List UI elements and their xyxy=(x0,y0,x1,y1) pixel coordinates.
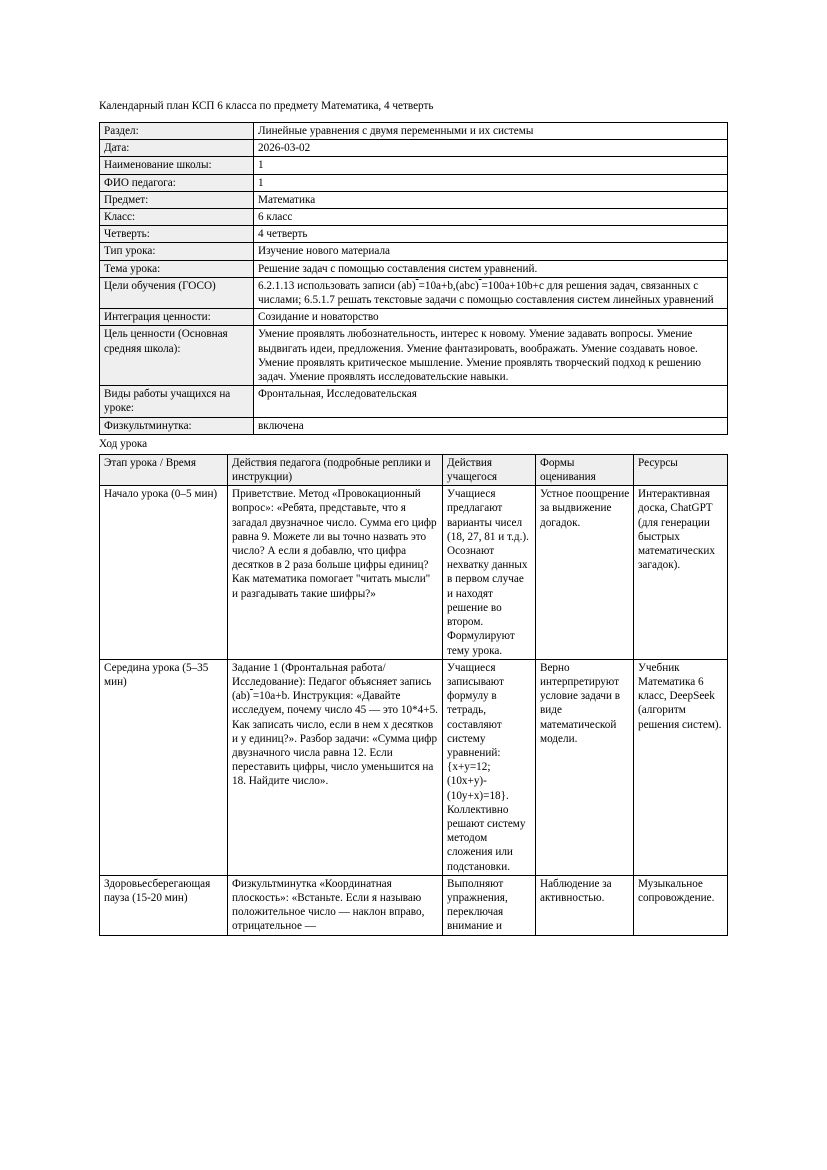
table-row xyxy=(100,486,728,659)
column-header-teacher-actions: Действия педагога (подробные реплики и инструкции) xyxy=(228,454,443,485)
info-value-value-goal: Умение проявлять любознательность, интерес к новому. Умение задавать вопросы. Умение выдвигать идеи, предложения. Умение фантазировать, воображать. Умение создавать новое. Умение проявлять критическое мышление. Умение проявлять творческий подход к решению задач. Умение проявлять исследовательские навыки. xyxy=(254,326,728,386)
column-header-student-actions: Действия учащегося xyxy=(443,454,536,485)
info-value-school: 1 xyxy=(254,157,728,174)
cell-assessment: Устное поощрение за выдвижение догадок. xyxy=(536,486,634,659)
info-label-section: Раздел: xyxy=(100,123,254,140)
info-label-subject: Предмет: xyxy=(100,191,254,208)
objectives-part-1: 6.2.1.13 использовать записи (ab) xyxy=(258,279,416,292)
cell-student-actions: Учащиеся записывают формулу в тетрадь, составляют систему уравнений: {x+y=12; (10x+y)-(10y+x)=18}. Коллективно решают систему методом сложения или подстановки. xyxy=(443,659,536,875)
objectives-part-3: =100a+10b+c для решения задач, связанных с числами; 6.5.1.7 решать текстовые задачи с помощью составления систем линейных уравнений xyxy=(258,279,714,307)
lesson-flow-heading: Ход урока xyxy=(99,437,148,450)
cell-student-actions: Выполняют упражнения, переключая внимание и xyxy=(443,875,536,935)
info-value-value-integration: Созидание и новаторство xyxy=(254,309,728,326)
cell-stage: Начало урока (0–5 мин) xyxy=(100,486,228,659)
cell-resources: Учебник Математика 6 класс, DeepSeek (алгоритм решения систем). xyxy=(634,659,728,875)
column-header-resources: Ресурсы xyxy=(634,454,728,485)
info-value-physical-break: включена xyxy=(254,417,728,434)
table-row xyxy=(100,277,728,308)
info-label-physical-break: Физкультминутка: xyxy=(100,417,254,434)
cell-teacher-actions xyxy=(228,659,443,875)
table-row xyxy=(100,386,728,417)
info-label-lesson-topic: Тема урока: xyxy=(100,260,254,277)
teacher-text-part-2: =10a+b. Инструкция: «Давайте исследуем, почему число 45 — это 10*4+5. Как записать число, если в нем x десятков и y единиц?». Разбор задачи: «Сумма цифр двузначного числа равна 12. Если переставить цифры, число уменьшится на 18. Найдите число». xyxy=(232,690,438,788)
info-value-subject: Математика xyxy=(254,191,728,208)
lesson-info-table xyxy=(99,122,728,435)
info-label-value-goal: Цель ценности (Основная средняя школа): xyxy=(100,326,254,386)
info-value-lesson-topic: Решение задач с помощью составления систем уравнений. xyxy=(254,260,728,277)
document-content xyxy=(99,99,727,936)
column-header-assessment: Формы оценивания xyxy=(536,454,634,485)
info-value-date: 2026-03-02 xyxy=(254,140,728,157)
cell-resources: Интерактивная доска, ChatGPT (для генерации быстрых математических загадок). xyxy=(634,486,728,659)
table-row xyxy=(100,226,728,243)
info-label-school: Наименование школы: xyxy=(100,157,254,174)
table-row xyxy=(100,875,728,935)
info-value-quarter: 4 четверть xyxy=(254,226,728,243)
table-header-row xyxy=(100,454,728,485)
table-row xyxy=(100,209,728,226)
info-label-objectives: Цели обучения (ГОСО) xyxy=(100,277,254,308)
table-row xyxy=(100,123,728,140)
info-value-section: Линейные уравнения с двумя переменными и их системы xyxy=(254,123,728,140)
cell-student-actions: Учащиеся предлагают варианты чисел (18, 27, 81 и т.д.). Осознают нехватку данных в первом случае и находят решение во втором. Формулируют тему урока. xyxy=(443,486,536,659)
info-value-teacher: 1 xyxy=(254,174,728,191)
table-row xyxy=(100,191,728,208)
table-row xyxy=(100,417,728,434)
table-row xyxy=(100,659,728,875)
table-row xyxy=(100,309,728,326)
table-row xyxy=(100,174,728,191)
info-value-grade: 6 класс xyxy=(254,209,728,226)
cell-stage: Здоровьесберегающая пауза (15-20 мин) xyxy=(100,875,228,935)
info-label-teacher: ФИО педагога: xyxy=(100,174,254,191)
info-label-date: Дата: xyxy=(100,140,254,157)
column-header-stage: Этап урока / Время xyxy=(100,454,228,485)
info-value-objectives xyxy=(254,277,728,308)
info-label-quarter: Четверть: xyxy=(100,226,254,243)
info-value-lesson-type: Изучение нового материала xyxy=(254,243,728,260)
table-row xyxy=(100,260,728,277)
cell-stage: Середина урока (5–35 мин) xyxy=(100,659,228,875)
cell-teacher-actions: Приветствие. Метод «Провокационный вопрос»: «Ребята, представьте, что я загадал двузначное число. Сумма его цифр равна 9. Можете ли вы точно назвать это число? А если я добавлю, что цифра десятков в 2 раза больше цифры единиц? Как математика помогает "читать мысли" и разгадывать такие шифры?» xyxy=(228,486,443,659)
table-row xyxy=(100,326,728,386)
info-label-value-integration: Интеграция ценности: xyxy=(100,309,254,326)
cell-assessment: Наблюдение за активностью. xyxy=(536,875,634,935)
table-row xyxy=(100,157,728,174)
cell-teacher-actions: Физкультминутка «Координатная плоскость»: «Встаньте. Если я называю положительное число — наклон вправо, отрицательное — xyxy=(228,875,443,935)
info-value-work-types: Фронтальная, Исследовательская xyxy=(254,386,728,417)
table-row xyxy=(100,243,728,260)
info-label-lesson-type: Тип урока: xyxy=(100,243,254,260)
cell-assessment: Верно интерпретируют условие задачи в виде математической модели. xyxy=(536,659,634,875)
page-title: Календарный план КСП 6 класса по предмету Математика, 4 четверть xyxy=(99,100,434,112)
table-row xyxy=(100,140,728,157)
info-label-work-types: Виды работы учащихся на уроке: xyxy=(100,386,254,417)
objectives-part-2: =10a+b,(abc) xyxy=(418,279,479,292)
cell-resources: Музыкальное сопровождение. xyxy=(634,875,728,935)
lesson-flow-table xyxy=(99,454,728,936)
teacher-text-part-1: Задание 1 (Фронтальная работа/Исследование): Педагог объясняет запись (ab) xyxy=(232,661,432,703)
info-label-grade: Класс: xyxy=(100,209,254,226)
